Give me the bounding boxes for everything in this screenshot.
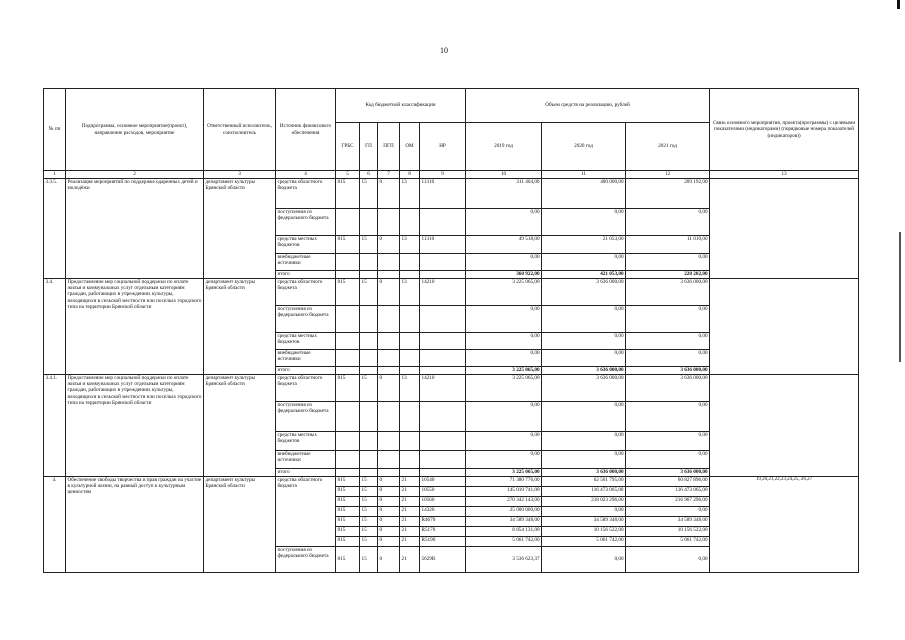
cell-om xyxy=(400,469,420,477)
cell-2020: 218 023 296,00 xyxy=(542,497,626,507)
cell-gp xyxy=(360,432,378,451)
cell-2019: 0,00 xyxy=(466,451,542,469)
source-local: средства местных бюджетов xyxy=(276,432,336,451)
cell-2021: 0,00 xyxy=(626,333,710,350)
cell-pgp xyxy=(378,333,400,350)
cell-2021: 3 636 000,00 xyxy=(626,279,710,306)
total-2021: 220 202,00 xyxy=(626,271,710,279)
cell-pgp xyxy=(378,402,400,432)
cell-pgp: 0 xyxy=(378,547,400,573)
cell-gp: 15 xyxy=(360,517,378,527)
cell-2020: 0,00 xyxy=(542,451,626,469)
col-number: 1 xyxy=(44,171,66,179)
cell-2019: 0,00 xyxy=(466,209,542,236)
cell-nr: R5190 xyxy=(420,537,466,547)
cell-2021: 0,00 xyxy=(626,402,710,432)
cell-pgp xyxy=(378,350,400,367)
cell-gp xyxy=(360,350,378,367)
col-number: 9 xyxy=(420,171,466,179)
cell-2021: 216 967 296,00 xyxy=(626,497,710,507)
cell-nr xyxy=(420,271,466,279)
cell-2019: 8 854 131,00 xyxy=(466,527,542,537)
cell-link-indicators: 19,20,21,22,23,24,25, 26,27 xyxy=(710,477,859,573)
cell-2021: 10 156 522,00 xyxy=(626,527,710,537)
source-total: итого xyxy=(276,469,336,477)
cell-pgp xyxy=(378,306,400,333)
total-2021: 3 636 000,00 xyxy=(626,469,710,477)
row-responsible: департамент культуры Брянской области xyxy=(204,375,276,477)
cell-gp xyxy=(360,306,378,333)
table-row xyxy=(44,179,859,209)
cell-link xyxy=(710,179,859,279)
cell-grbs: 815 xyxy=(336,477,360,487)
cell-2021: 0,00 xyxy=(626,507,710,517)
cell-nr: 11310 xyxy=(420,179,466,209)
cell-om: 21 xyxy=(400,497,420,507)
col-number: 8 xyxy=(400,171,420,179)
cell-nr xyxy=(420,451,466,469)
table-row xyxy=(44,279,859,306)
source-regional: средства областного бюджета xyxy=(276,477,336,547)
cell-2021: 0,00 xyxy=(626,547,710,573)
cell-om: 21 xyxy=(400,517,420,527)
source-extra: внебюджетные источники xyxy=(276,451,336,469)
cell-om xyxy=(400,451,420,469)
cell-2021: 0,00 xyxy=(626,350,710,367)
cell-nr: R5170 xyxy=(420,527,466,537)
cell-2020: 21 053,00 xyxy=(542,236,626,254)
col-number: 6 xyxy=(360,171,378,179)
row-number: 3.3.5. xyxy=(44,179,66,279)
cell-om xyxy=(400,209,420,236)
cell-link xyxy=(710,279,859,375)
cell-2019: 3 536 623,37 xyxy=(466,547,542,573)
source-federal: поступления из федерального бюджета xyxy=(276,402,336,432)
cell-nr: 10550 xyxy=(420,487,466,497)
cell-2020: 10 156 522,00 xyxy=(542,527,626,537)
col-number: 4 xyxy=(276,171,336,179)
cell-grbs: 815 xyxy=(336,507,360,517)
cell-om: 13 xyxy=(400,236,420,254)
cell-gp: 15 xyxy=(360,236,378,254)
cell-pgp: 0 xyxy=(378,279,400,306)
cell-pgp: 0 xyxy=(378,507,400,517)
cell-grbs: 815 xyxy=(336,179,360,209)
source-federal: поступления из федерального бюджета xyxy=(276,306,336,333)
cell-gp: 15 xyxy=(360,497,378,507)
cell-gp xyxy=(360,402,378,432)
cell-gp xyxy=(360,271,378,279)
cell-2020: 5 061 742,00 xyxy=(542,537,626,547)
cell-nr xyxy=(420,350,466,367)
col-number: 5 xyxy=(336,171,360,179)
header-year-2019: 2019 год xyxy=(466,123,542,171)
total-2019: 3 225 065,00 xyxy=(466,367,542,375)
cell-pgp xyxy=(378,469,400,477)
row-subprogram: Предоставление мер социальной поддержки по оплате жилья и коммунальных услуг отдельным категориям граждан, работающих в учреждениях культуры, находящихся в сельской местности или поселках городского типа на территории Брянской области xyxy=(66,375,204,477)
cell-2020: 0,00 xyxy=(542,547,626,573)
column-number-row xyxy=(44,171,859,179)
cell-2021: 0,00 xyxy=(626,209,710,236)
cell-nr: R4670 xyxy=(420,517,466,527)
cell-nr: 10540 xyxy=(420,477,466,487)
source-extra: внебюджетные источники xyxy=(276,350,336,367)
cell-nr xyxy=(420,306,466,333)
cell-gp xyxy=(360,254,378,271)
cell-nr: 11310 xyxy=(420,236,466,254)
cell-2020: 3 636 000,00 xyxy=(542,375,626,402)
header-funds: Объем средств на реализацию, рублей xyxy=(466,89,710,123)
cell-2019: 34 589 348,00 xyxy=(466,517,542,527)
header-year-2020: 2020 год xyxy=(542,123,626,171)
cell-link xyxy=(710,375,859,477)
cell-pgp xyxy=(378,367,400,375)
header-gp: ГП xyxy=(360,123,378,171)
cell-grbs: 815 xyxy=(336,279,360,306)
cell-om: 13 xyxy=(400,279,420,306)
cell-2021: 0,00 xyxy=(626,254,710,271)
col-number: 13 xyxy=(710,171,859,179)
cell-2019: 0,00 xyxy=(466,306,542,333)
cell-grbs xyxy=(336,271,360,279)
row-subprogram: Предоставление мер социальной поддержки по оплате жилья и коммунальных услуг отдельным категориям граждан, работающих в учреждениях культуры, находящихся в сельской местности или поселках городского типа на территории Брянской области xyxy=(66,279,204,375)
source-federal: поступления из федерального бюджета xyxy=(276,209,336,236)
cell-2019: 49 518,00 xyxy=(466,236,542,254)
cell-grbs: 815 xyxy=(336,497,360,507)
cell-gp: 15 xyxy=(360,527,378,537)
cell-grbs: 815 xyxy=(336,517,360,527)
cell-pgp: 0 xyxy=(378,527,400,537)
cell-2021: 0,00 xyxy=(626,451,710,469)
cell-pgp: 0 xyxy=(378,375,400,402)
cell-gp xyxy=(360,469,378,477)
cell-om xyxy=(400,333,420,350)
cell-nr xyxy=(420,402,466,432)
cell-pgp: 0 xyxy=(378,537,400,547)
header-num: № пп xyxy=(44,89,66,171)
cell-gp: 15 xyxy=(360,375,378,402)
cell-om xyxy=(400,306,420,333)
cell-2020: 62 561 795,00 xyxy=(542,477,626,487)
cell-gp: 15 xyxy=(360,279,378,306)
cell-om xyxy=(400,350,420,367)
header-nr: НР xyxy=(420,123,466,171)
cell-2020: 0,00 xyxy=(542,209,626,236)
cell-gp: 15 xyxy=(360,179,378,209)
cell-pgp xyxy=(378,451,400,469)
header-link: Связь основного мероприятия, проекта(программы) с целевыми показателями (индикаторами) (порядковые номера показателей (индикаторов)) xyxy=(710,89,859,171)
cell-2020: 0,00 xyxy=(542,333,626,350)
cell-grbs xyxy=(336,209,360,236)
cell-2019: 311 404,00 xyxy=(466,179,542,209)
cell-nr: 14320 xyxy=(420,507,466,517)
col-number: 7 xyxy=(378,171,400,179)
cell-om: 13 xyxy=(400,375,420,402)
cell-2019: 5 061 742,00 xyxy=(466,537,542,547)
cell-2021: 0,00 xyxy=(626,306,710,333)
cell-2021: 116 473 065,00 xyxy=(626,487,710,497)
header-pgp: ПГП xyxy=(378,123,400,171)
table-row xyxy=(44,477,859,487)
source-local: средства местных бюджетов xyxy=(276,333,336,350)
header-om: ОМ xyxy=(400,123,420,171)
cell-gp: 15 xyxy=(360,547,378,573)
cell-gp xyxy=(360,451,378,469)
cell-om: 21 xyxy=(400,487,420,497)
header-year-2021: 2021 год xyxy=(626,123,710,171)
cell-grbs xyxy=(336,333,360,350)
header-subprogram: Подпрограмма, основное мероприятие(проект), направление расходов, мероприятие xyxy=(66,89,204,171)
cell-nr: 5629R xyxy=(420,547,466,573)
cell-gp xyxy=(360,333,378,350)
source-regional: средства областного бюджета xyxy=(276,179,336,209)
source-total: итого xyxy=(276,367,336,375)
cell-2020: 400 000,00 xyxy=(542,179,626,209)
total-2019: 360 922,00 xyxy=(466,271,542,279)
total-2019: 3 225 065,00 xyxy=(466,469,542,477)
cell-2019: 0,00 xyxy=(466,254,542,271)
cell-2020: 0,00 xyxy=(542,402,626,432)
row-responsible: департамент культуры Брянской области xyxy=(204,477,276,573)
source-total: итого xyxy=(276,271,336,279)
cell-grbs xyxy=(336,402,360,432)
cell-2019: 270 342 143,00 xyxy=(466,497,542,507)
cell-2019: 71 380 776,00 xyxy=(466,477,542,487)
col-number: 2 xyxy=(66,171,204,179)
cell-nr xyxy=(420,209,466,236)
cell-om: 13 xyxy=(400,179,420,209)
cell-2021: 60 827 896,00 xyxy=(626,477,710,487)
header-row xyxy=(44,89,859,123)
row-responsible: департамент культуры Брянской области xyxy=(204,179,276,279)
cell-nr xyxy=(420,432,466,451)
header-budget-code: Код бюджетной классификации xyxy=(336,89,466,123)
col-number: 10 xyxy=(466,171,542,179)
budget-table-container xyxy=(43,88,858,573)
corner-mark xyxy=(897,0,900,9)
cell-grbs: 815 xyxy=(336,537,360,547)
cell-om xyxy=(400,432,420,451)
cell-2019: 0,00 xyxy=(466,350,542,367)
cell-om xyxy=(400,271,420,279)
row-responsible: департамент культуры Брянской области xyxy=(204,279,276,375)
cell-grbs xyxy=(336,451,360,469)
col-number: 12 xyxy=(626,171,710,179)
header-grbs: ГРБС xyxy=(336,123,360,171)
cell-om xyxy=(400,254,420,271)
table-row xyxy=(44,375,859,402)
cell-nr: 10560 xyxy=(420,497,466,507)
scan-edge-line xyxy=(899,232,901,362)
cell-grbs xyxy=(336,350,360,367)
cell-grbs xyxy=(336,306,360,333)
budget-table xyxy=(43,88,859,573)
cell-grbs: 815 xyxy=(336,375,360,402)
total-2020: 421 053,00 xyxy=(542,271,626,279)
cell-grbs: 815 xyxy=(336,487,360,497)
row-subprogram: Обеспечение свободы творчества и прав граждан на участие в культурной жизни, на равный доступ к культурным ценностям xyxy=(66,477,204,573)
cell-nr xyxy=(420,469,466,477)
cell-2019: 3 225 065,00 xyxy=(466,279,542,306)
cell-2021: 0,00 xyxy=(626,432,710,451)
cell-grbs xyxy=(336,254,360,271)
cell-2021: 5 061 742,00 xyxy=(626,537,710,547)
cell-2019: 0,00 xyxy=(466,333,542,350)
cell-pgp xyxy=(378,254,400,271)
cell-om: 21 xyxy=(400,547,420,573)
cell-nr: 14210 xyxy=(420,375,466,402)
cell-nr xyxy=(420,333,466,350)
cell-pgp xyxy=(378,432,400,451)
cell-gp: 15 xyxy=(360,507,378,517)
header-source: Источник финансового обеспечения xyxy=(276,89,336,171)
cell-nr: 14210 xyxy=(420,279,466,306)
cell-om: 21 xyxy=(400,507,420,517)
cell-gp: 15 xyxy=(360,537,378,547)
source-local: средства местных бюджетов xyxy=(276,236,336,254)
cell-2020: 34 589 348,00 xyxy=(542,517,626,527)
total-2020: 3 636 000,00 xyxy=(542,469,626,477)
cell-pgp: 0 xyxy=(378,236,400,254)
row-number: 3.4. xyxy=(44,279,66,375)
cell-grbs: 815 xyxy=(336,547,360,573)
cell-om xyxy=(400,367,420,375)
source-regional: средства областного бюджета xyxy=(276,375,336,402)
cell-gp: 15 xyxy=(360,477,378,487)
cell-gp: 15 xyxy=(360,487,378,497)
cell-2019: 0,00 xyxy=(466,432,542,451)
total-2020: 3 636 000,00 xyxy=(542,367,626,375)
cell-2020: 3 636 000,00 xyxy=(542,279,626,306)
cell-2020: 116 473 065,00 xyxy=(542,487,626,497)
cell-om: 21 xyxy=(400,477,420,487)
cell-nr xyxy=(420,254,466,271)
cell-pgp: 0 xyxy=(378,497,400,507)
cell-pgp: 0 xyxy=(378,487,400,497)
cell-2019: 145 010 741,00 xyxy=(466,487,542,497)
source-regional: средства областного бюджета xyxy=(276,279,336,306)
cell-grbs: 815 xyxy=(336,527,360,537)
cell-grbs xyxy=(336,469,360,477)
cell-om: 21 xyxy=(400,527,420,537)
page-number: 10 xyxy=(440,46,448,55)
total-2021: 3 636 000,00 xyxy=(626,367,710,375)
source-extra: внебюджетные источники xyxy=(276,254,336,271)
cell-2020: 0,00 xyxy=(542,432,626,451)
source-federal: поступления из федерального бюджета xyxy=(276,547,336,573)
row-subprogram: Реализация мероприятий по поддержке одаренных детей и молодёжи xyxy=(66,179,204,279)
cell-2020: 0,00 xyxy=(542,507,626,517)
cell-om xyxy=(400,402,420,432)
header-responsible: Ответственный исполнитель, соисполнитель xyxy=(204,89,276,171)
cell-om: 21 xyxy=(400,537,420,547)
cell-2019: 0,00 xyxy=(466,402,542,432)
cell-gp xyxy=(360,209,378,236)
cell-pgp: 0 xyxy=(378,517,400,527)
cell-2021: 11 010,00 xyxy=(626,236,710,254)
cell-nr xyxy=(420,367,466,375)
row-number: 3.4.1. xyxy=(44,375,66,477)
cell-2021: 34 589 348,00 xyxy=(626,517,710,527)
cell-pgp xyxy=(378,271,400,279)
cell-pgp: 0 xyxy=(378,179,400,209)
cell-gp xyxy=(360,367,378,375)
cell-grbs xyxy=(336,432,360,451)
cell-2020: 0,00 xyxy=(542,306,626,333)
cell-2020: 0,00 xyxy=(542,254,626,271)
cell-grbs: 815 xyxy=(336,236,360,254)
cell-grbs xyxy=(336,367,360,375)
cell-2019: 25 000 000,00 xyxy=(466,507,542,517)
cell-pgp: 0 xyxy=(378,477,400,487)
cell-2021: 209 192,00 xyxy=(626,179,710,209)
col-number: 11 xyxy=(542,171,626,179)
col-number: 3 xyxy=(204,171,276,179)
cell-pgp xyxy=(378,209,400,236)
cell-2021: 3 636 000,00 xyxy=(626,375,710,402)
cell-2020: 0,00 xyxy=(542,350,626,367)
cell-2019: 3 225 065,00 xyxy=(466,375,542,402)
row-number: 4. xyxy=(44,477,66,573)
